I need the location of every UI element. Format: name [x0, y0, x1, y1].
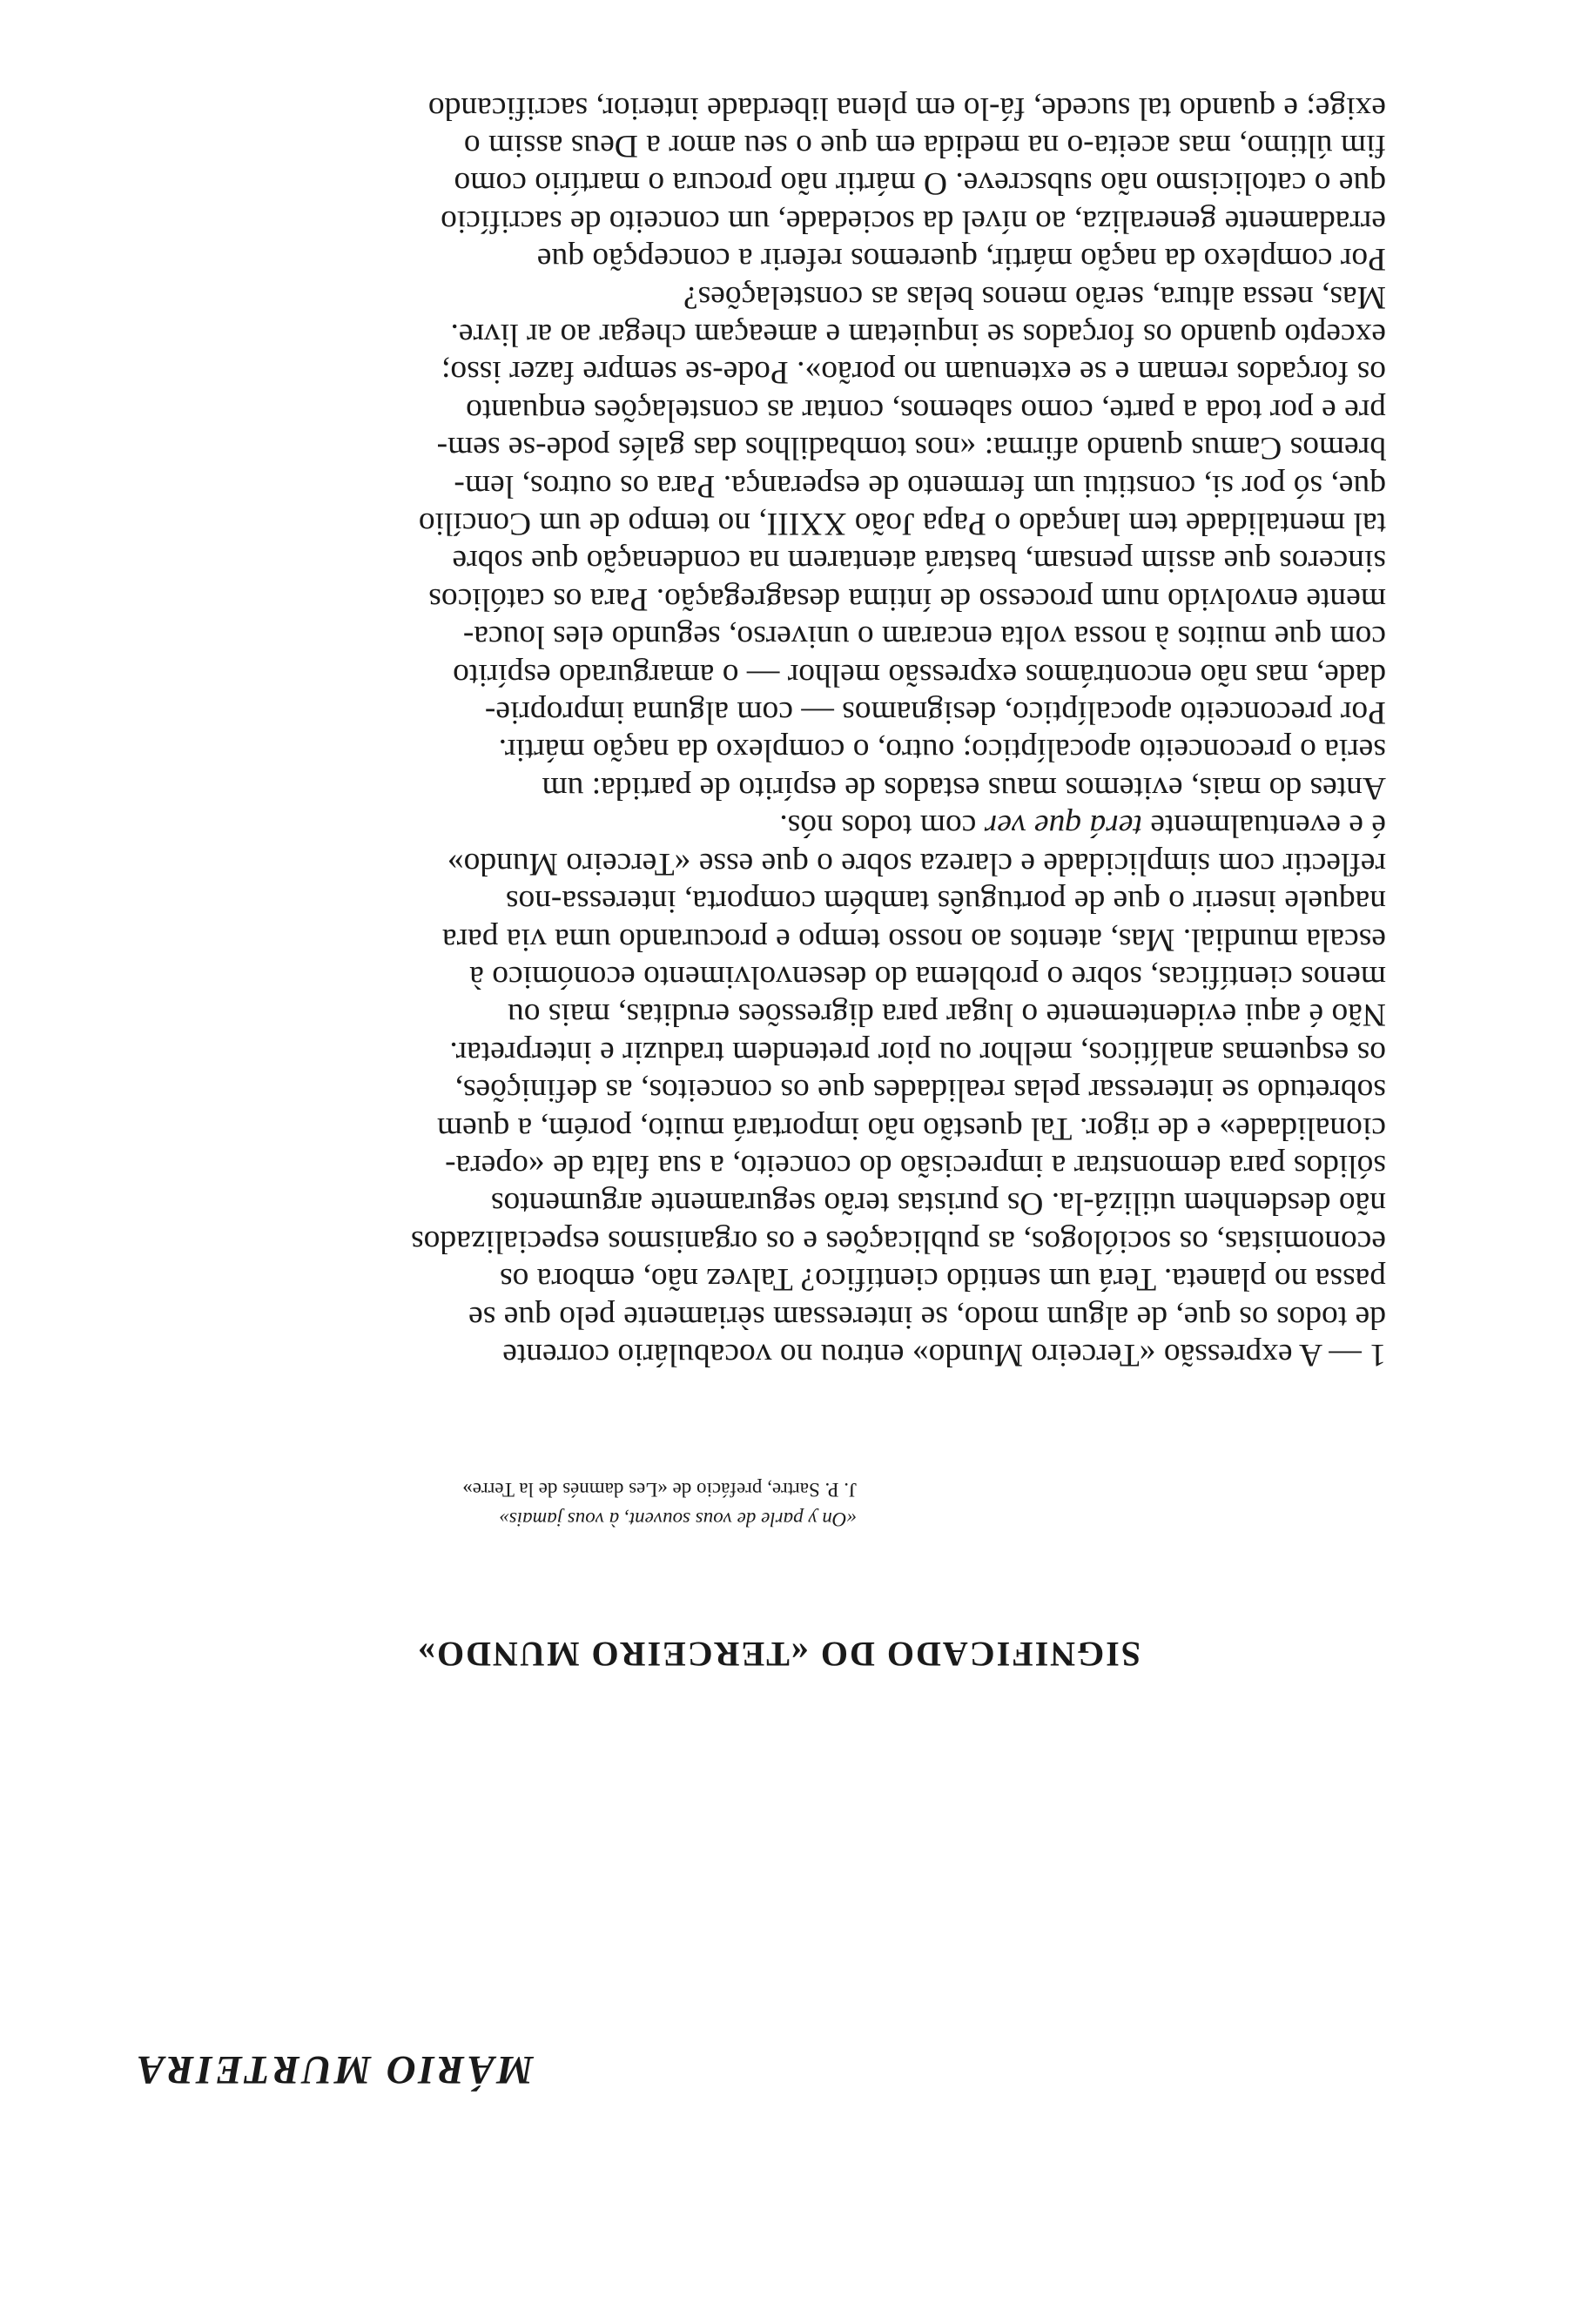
line-text: com todos nós. [779, 808, 985, 844]
text-line: Por preconceito apocalíptico, designamos — com alguma improprie- [484, 695, 1386, 731]
article-title: SIGNIFICADO DO «TERCEIRO MUNDO» [415, 1635, 1141, 1674]
text-line: tal mentalidade tem lançado o Papa João XXIII, no tempo de um Concílio [418, 506, 1386, 542]
text-line: menos científicas, sobre o problema do desenvolvimento económico à [469, 958, 1386, 995]
text-line: fim último, mas aceita-o na medida em que o seu amor a Deus assim o [463, 128, 1386, 164]
text-line: 1 — A expressão «Terceiro Mundo» entrou no vocabulário corrente [502, 1337, 1386, 1373]
text-line: que, só por si, constitui um fermento de esperança. Para os outros, lem- [454, 467, 1386, 504]
paragraph [134, 807, 1423, 1374]
text-line: cionalidade» e de rigor. Tal questão não importará muito, porém, a quem [436, 1110, 1386, 1146]
text-line: naquele inserir o que de português também comporta, interessa-nos [505, 883, 1386, 920]
epigraph-source: J. P. Sartre, prefácio de «Les damnés de la Terre» [462, 1479, 857, 1501]
text-line: escala mundial. Mas, atentos ao nosso tempo e procurando uma via para [441, 921, 1386, 957]
text-line: os esquemas analíticos, melhor ou pior pretendem traduzir e interpretar. [449, 1034, 1386, 1071]
text-line: Por complexo da nação mártir, queremos referir a concepção que [536, 241, 1386, 278]
paragraph [134, 89, 1423, 278]
text-line: excepto quando os forçados se inquietam e ameaçam chegar ao ar livre. [450, 317, 1386, 353]
text-line: reflectir com simplicidade e clareza sobre o que esse «Terceiro Mundo» [447, 845, 1386, 882]
author-header: MÁRIO MURTEIRA [134, 2047, 534, 2092]
text-block [134, 89, 1423, 2115]
text-line: com que muitos à nossa volta encaram o universo, segundo eles louca- [462, 619, 1386, 655]
text-line: Não é aqui evidentemente o lugar para digressões eruditas, mais ou [507, 997, 1386, 1033]
text-line: Mas, nessa altura, serão menos belas as constelações? [683, 279, 1386, 315]
epigraph-quote: «On y parle de vous souvent, à vous jamais» [499, 1508, 857, 1530]
text-line: pre e por toda a parte, como sabemos, contar as constelações enquanto [466, 392, 1386, 428]
text-line: exige; e quando tal sucede, fá-lo em plena liberdade interior, sacrificando [427, 90, 1386, 126]
text-line: que o catolicismo não subscreve. O mártir não procura o martírio como [454, 165, 1386, 202]
text-line: economistas, os sociólogos, as publicações e os organismos especializados [411, 1223, 1386, 1259]
text-line: de todos os que, de algum modo, se interessam sèriamente pelo que se [468, 1299, 1386, 1335]
text-line: sinceros que assim pensam, bastará atentarem na condenação que sobre [452, 543, 1386, 580]
text-line: Antes do mais, evitemos maus estados de espírito de partida: um [542, 769, 1386, 806]
body-text [134, 89, 1423, 1374]
text-line: sólidos para demonstrar a imprecisão do conceito, a sua falta de «opera- [445, 1147, 1386, 1184]
text-line: não desdenhem utilizá-la. Os puristas terão seguramente argumentos [490, 1186, 1386, 1222]
text-line: bremos Camus quando afirma: «nos tombadilhos das galés pode-se sem- [436, 430, 1386, 467]
paragraph [134, 278, 1423, 731]
text-line: mente envolvido num processo de íntima desagregação. Para os católicos [428, 581, 1386, 617]
text-line: erradamente generaliza, ao nível da sociedade, um conceito de sacrifício [441, 203, 1386, 239]
text-line: sobretudo se interessar pelas realidades que os conceitos, as definições, [454, 1072, 1386, 1109]
epigraph [134, 1474, 857, 1534]
text-line: seria o preconceito apocalíptico; outro, o complexo da nação mártir. [498, 732, 1386, 769]
text-line: os forçados remam e se extenuam no porão». Pode-se sempre fazer isso; [441, 354, 1386, 391]
italic-phrase: terá que ver [984, 808, 1142, 844]
line-text: é e eventualmente [1141, 808, 1386, 844]
text-line: passa no planeta. Terá um sentido científico? Talvez não, embora os [499, 1261, 1386, 1298]
text-line: dade, mas não encontrámos expressão melhor — o amargurado espírito [453, 656, 1386, 693]
paragraph [134, 731, 1423, 807]
text-line [134, 807, 1423, 844]
